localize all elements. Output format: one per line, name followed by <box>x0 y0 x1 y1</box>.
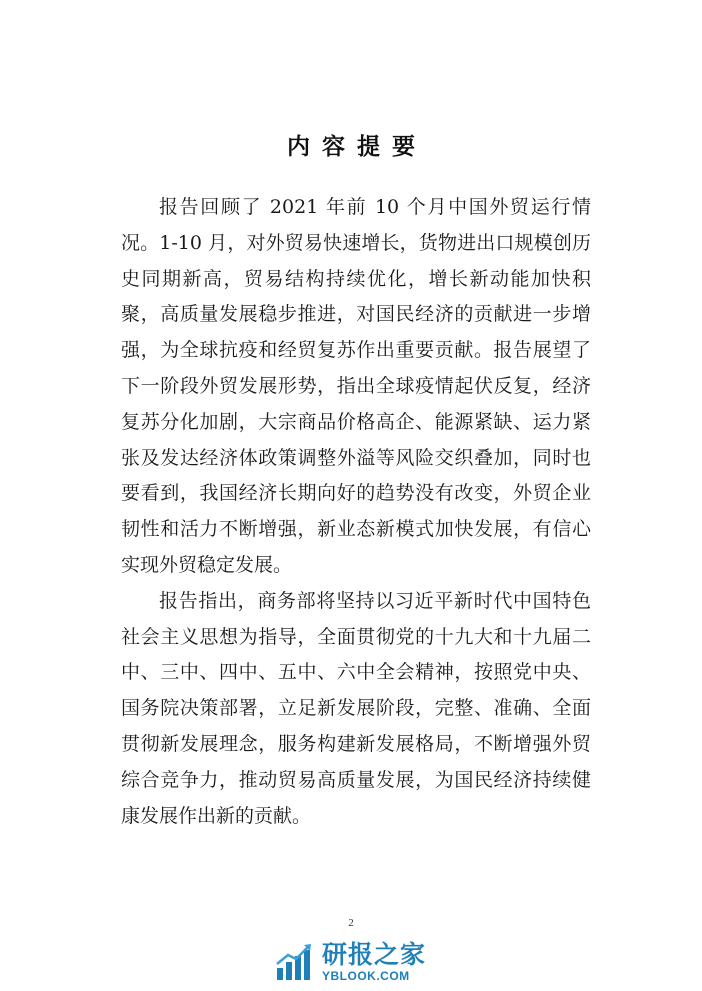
paragraph-1: 报告回顾了 2021 年前 10 个月中国外贸运行情况。1-10 月，对外贸易快速增长，货物进出口规模创历史同期新高，贸易结构持续优化，增长新动能加快积聚，高质量发展稳步推进，对国民经济的贡献进一步增强，为全球抗疫和经贸复苏作出重要贡献。报告展望了下一阶段外贸发展形势，指出全球疫情起伏反复，经济复苏分化加剧，大宗商品价格高企、能源紧缺、运力紧张及发达经济体政策调整外溢等风险交织叠加，同时也要看到，我国经济长期向好的趋势没有改变，外贸企业韧性和活力不断增强，新业态新模式加快发展，有信心实现外贸稳定发展。 <box>121 196 591 576</box>
watermark-name-en: YBLOOK.COM <box>322 969 410 983</box>
watermark-text <box>322 942 426 982</box>
page-number: 2 <box>348 917 354 929</box>
summary-body <box>121 190 591 834</box>
paragraph-2: 报告指出，商务部将坚持以习近平新时代中国特色社会主义思想为指导，全面贯彻党的十九大和十九届二中、三中、四中、五中、六中全会精神，按照党中央、国务院决策部署，立足新发展阶段，完整、准确、全面贯彻新发展理念，服务构建新发展格局，不断增强外贸综合竞争力，推动贸易高质量发展，为国民经济持续健康发展作出新的贡献。 <box>121 589 591 827</box>
page-title: 内容提要 <box>287 134 427 160</box>
bar-chart-logo-icon <box>274 941 316 983</box>
watermark-name-cn: 研报之家 <box>322 940 427 969</box>
watermark <box>274 938 426 986</box>
